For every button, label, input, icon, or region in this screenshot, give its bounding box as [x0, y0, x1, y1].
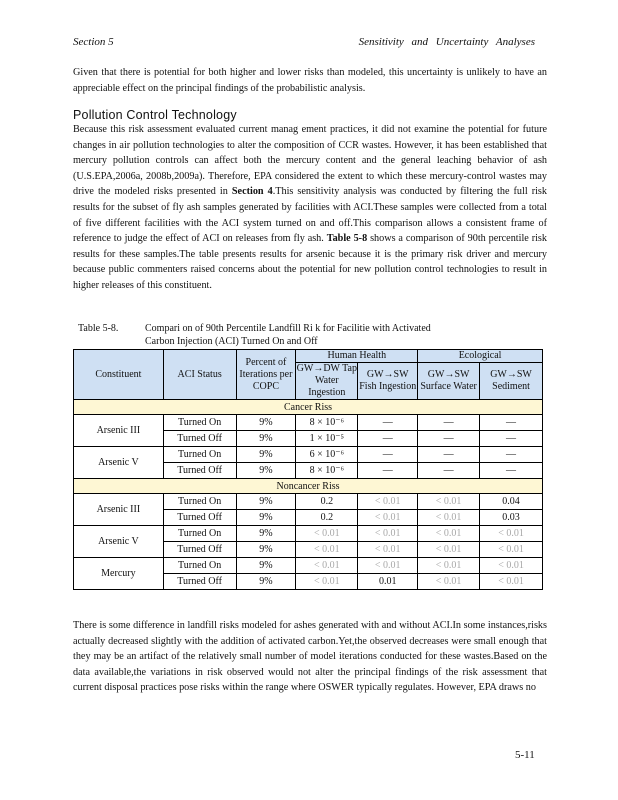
- percent-cell: 9%: [236, 415, 296, 431]
- status-cell: Turned Off: [163, 431, 236, 447]
- surface-cell: —: [418, 447, 480, 463]
- constituent-cell: Arsenic V: [74, 447, 164, 479]
- table-row: [74, 558, 543, 574]
- cancer-section-title: Cancer Riss: [74, 400, 543, 415]
- percent-cell: 9%: [236, 526, 296, 542]
- status-cell: Turned On: [163, 494, 236, 510]
- status-cell: Turned On: [163, 415, 236, 431]
- percent-cell: 9%: [236, 542, 296, 558]
- sediment-cell: < 0.01: [480, 574, 543, 590]
- surface-cell: —: [418, 415, 480, 431]
- header-constituent: Constituent: [74, 350, 164, 400]
- pct-text-2: .This sensitivity analysis was conducted by filtering the full risk results for the subset of fly ash samples generated by facilities with ACI.These samples were collected from a total of five different facilities with the ACI system turned on and off.This comparison allows a consistent frame of reference to judge the effect of ACI on releases from fly ash.: [73, 186, 547, 245]
- status-cell: Turned Off: [163, 542, 236, 558]
- fish-cell: < 0.01: [358, 542, 418, 558]
- page-number: 5-11: [515, 749, 535, 761]
- status-cell: Turned On: [163, 558, 236, 574]
- constituent-cell: Arsenic III: [74, 415, 164, 447]
- fish-cell: —: [358, 415, 418, 431]
- surface-cell: —: [418, 463, 480, 479]
- constituent-cell: Arsenic V: [74, 526, 164, 558]
- status-cell: Turned On: [163, 447, 236, 463]
- table-caption-label: Table 5-8.: [78, 323, 119, 334]
- percent-cell: 9%: [236, 494, 296, 510]
- tap-cell: 8 × 10⁻⁶: [296, 463, 358, 479]
- percent-cell: 9%: [236, 463, 296, 479]
- fish-cell: —: [358, 463, 418, 479]
- section-4-reference: Section 4: [231, 186, 273, 198]
- pct-text-3: shows a comparison of 90th percentile risk results for these samples.The table presents results for arsenic because it is the primary risk driver and mercury because public commenters raised concerns about the potential for new pollution control technologies to result in higher releases of this constituent.: [73, 233, 547, 291]
- pct-paragraph: [73, 122, 547, 294]
- table-caption-line1: Compari on of 90th Percentile Landfill Ri k for Facilitie with Activated: [145, 323, 431, 334]
- surface-cell: < 0.01: [418, 558, 480, 574]
- header-percent: Percent of Iterations per COPC: [236, 350, 296, 400]
- surface-cell: < 0.01: [418, 510, 480, 526]
- header-aci-status: ACI Status: [163, 350, 236, 400]
- sediment-cell: —: [480, 431, 543, 447]
- header-human-health: Human Health: [296, 350, 418, 363]
- tap-cell: < 0.01: [296, 558, 358, 574]
- running-header: [73, 36, 535, 48]
- fish-cell: < 0.01: [358, 526, 418, 542]
- table-row: [74, 415, 543, 431]
- header-tap-water: GW→DW Tap Water Ingestion: [296, 363, 357, 398]
- tap-cell: 0.2: [296, 494, 358, 510]
- sediment-cell: —: [480, 463, 543, 479]
- pct-text-1: Because this risk assessment evaluated current manag ement practices, it did not examine the potential for future changes in air pollution technologies to alter the composition of CCR wastes. However, it has been established that mercury pollution controls can affect both the mercury content and the general leaching behavior of ash (U.S.EPA,2006a, 2008b,2009a). Therefore, EPA considered the extent to which these mercury-control wastes may drive the modeled risks presented in: [73, 124, 547, 198]
- table-caption-line2: Carbon Injection (ACI) Turned On and Off: [145, 336, 318, 347]
- table-5-8-reference: Table 5-8: [326, 233, 368, 245]
- noncancer-section-title: Noncancer Riss: [74, 479, 543, 494]
- header-title: Sensitivity and Uncertainty Analyses: [358, 36, 535, 48]
- intro-paragraph: Given that there is potential for both higher and lower risks than modeled, this uncertainty is unlikely to have an appreciable effect on the principal findings of the probabilistic analysis.: [73, 67, 547, 94]
- status-cell: Turned On: [163, 526, 236, 542]
- surface-cell: —: [418, 431, 480, 447]
- table-row: [74, 447, 543, 463]
- closing-paragraph: There is some difference in landfill risks modeled for ashes generated with and without ACI.In some instances,risks actually decreased slightly with the addition of activated carbon.Yet,the observed decreases were small enough that they may be an artifact of the relatively small number of model iterations conducted for these wastes.Based on the data available,the variations in risk observed would not alter the principal findings of the risk assessment that current disposal practices pose risks within the range where OSWER typically regulates. However, EPA draws no: [73, 620, 547, 694]
- sediment-cell: < 0.01: [480, 526, 543, 542]
- sediment-cell: —: [480, 447, 543, 463]
- tap-cell: 6 × 10⁻⁶: [296, 447, 358, 463]
- fish-cell: < 0.01: [358, 494, 418, 510]
- fish-cell: —: [358, 447, 418, 463]
- risk-results-table: [73, 349, 543, 590]
- percent-cell: 9%: [236, 574, 296, 590]
- sediment-cell: —: [480, 415, 543, 431]
- status-cell: Turned Off: [163, 574, 236, 590]
- table-row: [74, 494, 543, 510]
- percent-cell: 9%: [236, 510, 296, 526]
- percent-cell: 9%: [236, 431, 296, 447]
- surface-cell: < 0.01: [418, 526, 480, 542]
- tap-cell: 0.2: [296, 510, 358, 526]
- sediment-cell: 0.04: [480, 494, 543, 510]
- surface-cell: < 0.01: [418, 542, 480, 558]
- header-surface-water: GW→SW Surface Water: [418, 363, 480, 400]
- constituent-cell: Arsenic III: [74, 494, 164, 526]
- tap-cell: < 0.01: [296, 542, 358, 558]
- sediment-cell: 0.03: [480, 510, 543, 526]
- fish-cell: < 0.01: [358, 558, 418, 574]
- fish-cell: —: [358, 431, 418, 447]
- tap-cell: < 0.01: [296, 526, 358, 542]
- tap-cell: 8 × 10⁻⁶: [296, 415, 358, 431]
- header-fish: GW→SW Fish Ingestion: [358, 363, 418, 400]
- header-ecological: Ecological: [418, 350, 543, 363]
- status-cell: Turned Off: [163, 510, 236, 526]
- status-cell: Turned Off: [163, 463, 236, 479]
- tap-cell: 1 × 10⁻⁵: [296, 431, 358, 447]
- sediment-cell: < 0.01: [480, 542, 543, 558]
- sediment-cell: < 0.01: [480, 558, 543, 574]
- constituent-cell: Mercury: [74, 558, 164, 590]
- header-sediment: GW→SW Sediment: [480, 363, 543, 400]
- percent-cell: 9%: [236, 447, 296, 463]
- surface-cell: < 0.01: [418, 574, 480, 590]
- table-caption: [78, 322, 431, 348]
- header-section: Section 5: [73, 36, 114, 48]
- fish-cell: 0.01: [358, 574, 418, 590]
- percent-cell: 9%: [236, 558, 296, 574]
- tap-cell: < 0.01: [296, 574, 358, 590]
- surface-cell: < 0.01: [418, 494, 480, 510]
- section-heading: Pollution Control Technology: [73, 108, 237, 122]
- fish-cell: < 0.01: [358, 510, 418, 526]
- table-row: [74, 526, 543, 542]
